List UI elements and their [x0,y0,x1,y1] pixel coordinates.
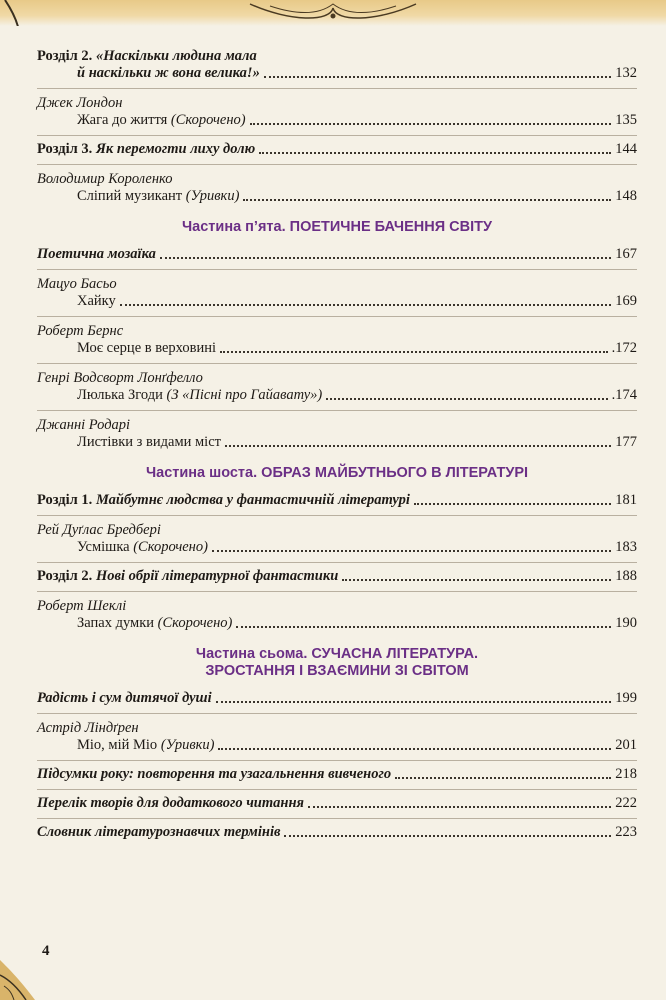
toc-entry[interactable]: Люлька Згоди (З «Пісні про Гайавату») .174 [77,387,637,403]
page-ref: 177 [615,434,637,450]
toc-entry[interactable]: Словник літературознавчих термінів 223 [37,824,637,840]
author-name: Генрі Водсворт Лонґфелло [37,370,203,386]
table-of-contents [37,48,637,841]
toc-section [37,690,637,714]
toc-entry[interactable]: Хайку 169 [77,293,637,309]
toc-entry[interactable]: Перелік творів для додаткового читання 222 [37,795,637,811]
part-heading: Частина п’ята. ПОЕТИЧНЕ БАЧЕННЯ СВІТУ [181,219,492,235]
page-ref: 201 [615,737,637,753]
author-name: Рей Дуґлас Бредбері [37,522,161,538]
page-ref: 169 [615,293,637,309]
toc-section [37,795,637,819]
toc-section [37,766,637,790]
page-ref: 148 [615,188,637,204]
toc-entry[interactable]: Усмішка (Скорочено) 183 [77,539,637,555]
leader-dots [236,626,611,628]
author-name: Джек Лондон [37,95,123,111]
leader-dots [395,777,611,779]
page-ref: 223 [615,824,637,840]
leader-dots [326,398,607,400]
toc-entry[interactable]: Поетична мозаїка 167 [37,246,637,262]
page-ref: .174 [611,387,637,403]
toc-author-block [37,720,637,761]
page-ref: .172 [611,340,637,356]
page-ref: 199 [615,690,637,706]
page-ref: 188 [615,568,637,584]
toc-entry[interactable]: Розділ 1. Майбутнє людства у фантастичній літературі 181 [37,492,637,508]
page-ref: 144 [615,141,637,157]
toc-author-block [37,276,637,317]
toc-author-block [37,522,637,563]
toc-entry[interactable]: Міо, мій Міо (Уривки) 201 [77,737,637,753]
page-ref: 183 [615,539,637,555]
author-name: Володимир Короленко [37,171,173,187]
toc-entry[interactable]: Листівки з видами міст 177 [77,434,637,450]
toc-author-block [37,370,637,411]
page-ref: 222 [615,795,637,811]
leader-dots [225,445,611,447]
leader-dots [250,123,612,125]
leader-dots [259,152,611,154]
toc-section-r2 [37,48,637,89]
toc-section [37,568,637,592]
toc-author-block [37,171,637,205]
toc-section [37,824,637,841]
leader-dots [218,748,611,750]
corner-ornament-icon [0,930,40,1000]
toc-entry[interactable]: Жага до життя (Скорочено) 135 [77,112,637,128]
toc-entry[interactable]: Радість і сум дитячої душі 199 [37,690,637,706]
page-ref: 190 [615,615,637,631]
author-name: Астрід Ліндґрен [37,720,139,736]
leader-dots [308,806,611,808]
leader-dots [216,701,612,703]
leader-dots [264,76,611,78]
part-heading: Частина сьома. СУЧАСНА ЛІТЕРАТУРА. ЗРОСТАННЯ І ВЗАЄМИНИ ЗІ СВІТОМ [195,646,479,679]
leader-dots [243,199,611,201]
leader-dots [220,351,608,353]
leader-dots [284,835,611,837]
toc-entry[interactable]: Моє серце в верховині .172 [77,340,637,356]
toc-heading-line: Розділ 2. «Наскільки людина мала [37,48,257,64]
leader-dots [414,503,611,505]
author-name: Мацуо Басьо [37,276,117,292]
toc-author-block [37,95,637,136]
page-ref: 132 [615,65,637,81]
leader-dots [160,257,611,259]
toc-entry[interactable]: Сліпий музикант (Уривки) 148 [77,188,637,204]
toc-author-block [37,417,637,451]
page-number: 4 [42,943,50,959]
leader-dots [342,579,611,581]
page-ref: 167 [615,246,637,262]
author-name: Джанні Родарі [37,417,131,433]
toc-entry[interactable]: Розділ 2. Нові обрії літературної фантастики 188 [37,568,637,584]
page-ref: 218 [615,766,637,782]
decorative-top-border [0,0,666,26]
author-name: Роберт Бернс [37,323,124,339]
leader-dots [212,550,611,552]
toc-entry[interactable]: й наскільки ж вона велика!» 132 [77,65,637,81]
part-heading: Частина шоста. ОБРАЗ МАЙБУТНЬОГО В ЛІТЕРАТУРІ [145,465,529,481]
toc-section-r3 [37,141,637,165]
toc-author-block [37,323,637,364]
toc-entry[interactable]: Розділ 3. Як перемогти лиху долю 144 [37,141,637,157]
ornament-icon [0,0,666,26]
leader-dots [120,304,611,306]
page-ref: 181 [615,492,637,508]
toc-entry[interactable]: Запах думки (Скорочено) 190 [77,615,637,631]
toc-section [37,492,637,516]
toc-section [37,246,637,270]
page-ref: 135 [615,112,637,128]
toc-entry[interactable]: Підсумки року: повторення та узагальнення вивченого 218 [37,766,637,782]
toc-author-block [37,598,637,632]
author-name: Роберт Шеклі [37,598,127,614]
